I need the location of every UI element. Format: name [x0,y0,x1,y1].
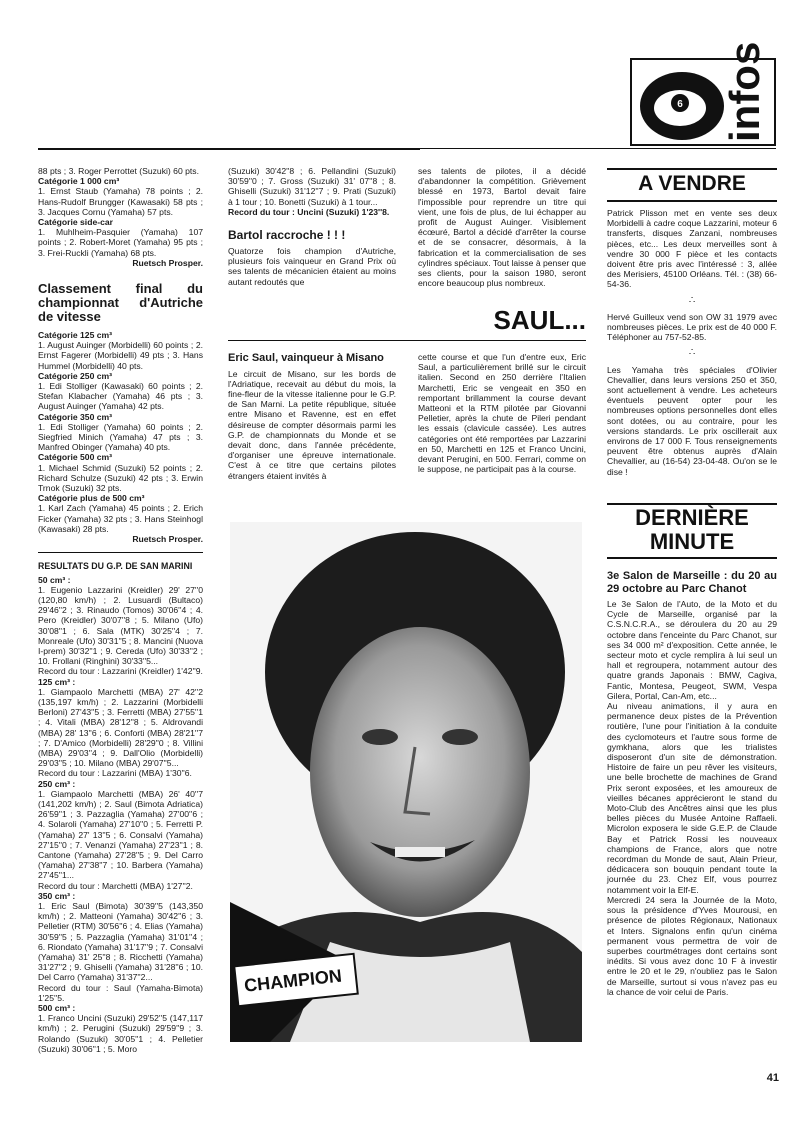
cplus-title: Catégorie plus de 500 cm³ [38,493,145,504]
r50-record: Record du tour : Lazzarini (Kreidler) 1'42''9. [38,666,203,677]
column-3 [418,166,586,288]
champion-patch-label: CHAMPION [243,965,343,996]
saul-article-left [228,352,396,481]
r125-record: Record du tour : Lazzarini (MBA) 1'30''6. [38,768,192,779]
r50-text: 1. Eugenio Lazzarini (Kreidler) 29' 27''0 (120,80 km/h) ; 2. Lusuardi (Bultaco) 29'46''2 ; 3. Rinaudo (Tomos) 30'06''4 ; 4. Pero (Kreidler) 30'07''8 ; 5. Milano (Ufo) 30'08''1 ; 6. Sala (MTK) 30'25''4 ; 7. Monreale (Ufo) 30'31''5 ; 8. Mancini (Nuova I-prem) 30'32''1 ; 9. Cereda (Ufo) 30'33''2 ; 10. Frollani (Ringhini) 30'33''5... [38,584,203,667]
signature-2: Ruetsch Prosper. [132,534,203,545]
saul-heading: Eric Saul, vainqueur à Misano [228,352,384,364]
saul-banner: SAUL... [228,302,586,338]
c350-title: Catégorie 350 cm³ [38,411,113,422]
cplus-text: 1. Karl Zach (Yamaha) 45 points ; 2. Erich Ficker (Yamaha) 32 pts ; 3. Hans Steinhogl (Kawasaki) 28 pts. [38,503,203,534]
c250-title: Catégorie 250 cm³ [38,370,113,381]
catside-text: 1. Muhlheim-Pasquier (Yamaha) 107 points ; 2. Robert-Moret (Yamaha) 95 pts ; 3. Frei-Ruckli (Yamaha) 68 pts. [38,227,203,258]
salon-p1: Le 3e Salon de l'Auto, de la Moto et du Cycle de Marseille, organisé par la C.S.N.C.R.A., se déroulera du 20 au 29 octobre dans l'enceinte du Parc Chanot, sur ses 34 000 m² d'exposition. Cette année, le secteur moto et cycle remplira à lui seul un hall et regroupera, notamment autour des quatre grands Japonais : BMW, Cagiva, Fantic, Montesa, Peugeot, SWM, Vespa Gilera, Portal, Can-Am, etc... [607,599,777,701]
r250-text: 1. Giampaolo Marchetti (MBA) 26' 40''7 (141,202 km/h) ; 2. Saul (Bimota Adriatica) 26'59''1 ; 3. Pazzaglia (Yamaha) 27'00''6 ; 4. Solaroli (Yamaha) 27'10''0 ; 5. Ferretti P. (Yamaha) 27' 13''5 ; 6. Consalvi (Yamaha) 27'15''0 ; 7. Venanzi (Yamaha) 27'23''1 ; 8. Cantone (Yamaha) 27'28''5 ; 9. Del Carro (Yamaha) 27'38''7 ; 10. Barbera (Yamaha) 27'45''1... [38,788,203,881]
separator-2: ∴ [688,347,696,359]
c125-title: Catégorie 125 cm³ [38,330,113,341]
saul-article-right [418,352,586,474]
r125-title: 125 cm³ : [38,676,76,687]
r50-title: 50 cm³ : [38,574,71,585]
c250-text: 1. Edi Stolliger (Kawasaki) 60 points ; 2. Stefan Klabacher (Yamaha) 46 pts ; 3. August Auinger (Yamaha) 42 pts. [38,381,203,412]
saul-banner-bar [228,302,586,338]
c500-text: 1. Michael Schmid (Suzuki) 52 points ; 2. Richard Schulze (Suzuki) 42 pts ; 3. Erwin Trnok (Suzuki) 32 pts. [38,462,203,494]
r500-text: 1. Franco Uncini (Suzuki) 29'52''5 (147,117 km/h) ; 2. Perugini (Suzuki) 29'59''9 ; 3. Rolando (Suzuki) 30'05''1 ; 4. Pelletier (Suzuki) 30'06''1 ; 5. Moro [38,1013,203,1054]
c125-text: 1. August Auinger (Morbidelli) 60 points ; 2. Ernst Fagerer (Morbidelli) 49 pts ; 3. Hans Hummel (Morbidelli) 40 pts. [38,340,203,371]
page-number: 41 [766,1072,779,1084]
intro-text: 88 pts ; 3. Roger Perrottet (Suzuki) 60 pts. [38,166,199,176]
bartol-heading: Bartol raccroche ! ! ! [228,228,346,243]
r500-title: 500 cm³ : [38,1003,76,1014]
salon-heading: 3e Salon de Marseille : du 20 au 29 octobre au Parc Chanot [607,570,777,595]
col1-divider [38,552,203,553]
col3-text: ses talents de pilotes, il a décidé d'abandonner la compétition. Grièvement blessé en 1973, Bartol devait faire l'impossible pour reprendre un titre qui vient, une fois de plus, de lui échapper au profit de August Auinger. Visiblement écœuré, Bartol a décidé d'arrêter la course et de se consacrer, désormais, à la fabrication et la commercialisation de ses cylindres spéciaux. Tout laisse à penser que ses clients, pour la saison 1980, seront encore beaucoup plus nombreux. [418,166,586,289]
saul-rule [228,340,586,341]
cat1000-text: 1. Ernst Staub (Yamaha) 78 points ; 2. Hans-Rudolf Brungger (Kawasaki) 58 pts ; 3. Jacques Cornu (Yamaha) 57 pts. [38,186,203,217]
top-rule-left [38,148,420,150]
col2-text: (Suzuki) 30'42''8 ; 6. Pellandini (Suzuki) 30'59''0 ; 7. Gross (Suzuki) 31' 07''8 ; 8. Ghiselli (Suzuki) 31'12''7 ; 9. Prati (Suzuki) à 1 tour ; 10. Bonetti (Suzuki) à 1 tour... [228,166,396,207]
infos-logo [630,41,776,146]
column-1 [38,166,203,1054]
signature-1: Ruetsch Prosper. [132,257,203,268]
col2-record: Record du tour : Uncini (Suzuki) 1'23''8. [228,206,390,217]
r350-text: 1. Eric Saul (Bimota) 30'39''5 (143,350 km/h) ; 2. Matteoni (Yamaha) 30'42''6 ; 3. Pelletier (RTM) 30'56''6 ; 4. Elias (Yamaha) 30'59''5 ; 5. Pazzaglia (Yamaha) 31'01''4 ; 6. Riondato (Yamaha) 31'17''9 ; 7. Consalvi (Yamaha) 31' 25''8 ; 8. Ricchetti (Yamaha) 31'27''2 ; 9. Ghiselli (Yamaha) 31'28''6 ; 10. Del Carro (Yamaha) 31'37''2... [38,901,203,983]
svg-text:6: 6 [677,99,683,110]
vendre-column [607,208,777,477]
c500-title: Catégorie 500 cm³ [38,452,113,463]
salon-p2: Au niveau animations, il y aura en permanence deux pistes de la Prévention routière, l'une pour l'initiation à la conduite des cyclomoteurs et l'autre sous forme de gymkhana, alors que les trialistes disposeront d'un site de démonstration. Histoire de faire un peu rêver les visiteurs, une belle brochette de machines de Grand Prix seront exposées, et les amoureux de vieilles bécanes apprécieront le stand du Moto-Club des Ancêtres ainsi que les plus belles pièces du Musée Antoine Raffaeli. Microlon exposera le side G.E.P. de Claude Bay et Patrick Rossi les nouveaux champions de France, alors que notre recordman du Monde de saut, Alain Prieur, dédicacera son bouquin pendant toute la journée du 23. Chez Elf, vous pourrez notamment voir la Elf-E. [607,701,777,895]
catside-title: Catégorie side-car [38,217,113,228]
vendre-p3: Les Yamaha très spéciales d'Olivier Chevallier, dans leurs versions 250 et 350, sont actuellement à vendre. Les acheteurs éventuels peuvent opter pour les nombreuses options personnelles dont elles sont dotées, ou au contraire, pour les versions standards. Le prix oscillerait aux environs de 17 000 F. Tous renseignements peuvent être obtenus auprès d'Alain Chevallier, au (16-54) 23-04-48. Ou'on se le dise ! [607,364,777,477]
top-rule-right [420,148,776,149]
results-heading: RESULTATS DU G.P. DE SAN MARINI [38,561,193,572]
derniere-banner-line1: DERNIÈRE [635,505,749,530]
r350-record: Record du tour : Saul (Yamaha-Bimota) 1'25''5. [38,982,203,1003]
eric-saul-photo [230,522,582,1042]
column-2 [228,166,396,287]
r350-title: 350 cm³ : [38,890,76,901]
cat1000-title: Catégorie 1 000 cm³ [38,176,120,187]
r250-title: 250 cm³ : [38,778,76,789]
separator-1: ∴ [688,294,696,306]
derniere-column [607,570,777,997]
vendre-p2: Hervé Guilleux vend son OW 31 1979 avec nombreuses pièces. Le prix est de 40 000 F. Téléphoner au 757-52-85. [607,311,777,343]
r125-text: 1. Giampaolo Marchetti (MBA) 27' 42''2 (135,197 km/h) ; 2. Lazzarini (Morbidelli Berloni) 27'43''5 ; 3. Ferretti (MBA) 27'55''1 ; 4. Vitali (MBA) 28'12''8 ; 5. Aldrovandi (MBA) 28' 13''6 ; 6. Conforti (MBA) 28'21''7 ; 7. D'Amico (Morbidelli) 28'29''0 ; 8. Villini (MBA) 29'03''4 ; 9. Dall'Olio (Morbidelli) 29'03''5 ; 10. Milano (MBA) 29'07''5... [38,686,203,769]
austria-heading: Classement final du championnat d'Autriche de vitesse [38,281,203,325]
bartol-text: Quatorze fois champion d'Autriche, plusieurs fois vainqueur en Grand Prix où ses talents de mécanicien étaient au moins autant redoutés que [228,246,396,287]
c350-text: 1. Edi Stolliger (Yamaha) 60 points ; 2. Siegfried Minich (Yamaha) 47 pts ; 3. Manfred Obinger (Yamaha) 40 pts. [38,421,203,453]
vendre-p1: Patrick Plisson met en vente ses deux Morbidelli à cadre coque Lazzarini, moteur 6 transferts, disques Zanzani, nombreuses pièces, etc... Les deux merveilles sont à vendre 30 000 F pièce et les contacts doivent être pris avec l'intéressé : 3, allée des Merisiers, 45100 Orléans. Tél. : (38) 66-54-36. [607,208,777,290]
salon-p3: Mercredi 24 sera la Journée de la Moto, sous la présidence d'Yves Mourousi, en présence de pilotes Régionaux, Nationaux et Inters. Signalons enfin qu'un cinéma permanent vous permettra de voir de superbes courtmétrages dont certains sont inédits. Si vous avez donc 10 F à investir entre le 20 et le 29, n'oubliez pas le Salon de Marseille, surtout si vous n'avez pas eu la chance de voir celui de Paris. [607,894,777,997]
logo-text: infos [721,41,768,142]
vendre-banner: A VENDRE [638,172,746,195]
derniere-banner-line2: MINUTE [649,529,735,554]
saul-text-left: Le circuit de Misano, sur les bords de l'Adriatique, recevait au début du mois, la fine-fleur de la vitesse italienne pour le G.P. de San Marni. La petite république, située entre Misano et Ravenne, est en effet désireuse de compter désormais parmi les G.P. de championnats du Monde et se devait donc, dans l'année précédente, d'organiser une épreuve internationale. C'est à ce titre que certains pilotes étrangers étaient invités à [228,368,396,481]
r250-record: Record du tour : Marchetti (MBA) 1'27''2. [38,880,193,891]
saul-text-right: cette course et que l'un d'entre eux, Eric Saul, a particulièrement brillé sur le circuit italien. Second en 250 derrière l'Italien Marchetti, Eric se vengeait en 350 en remportant brillamment la course devant Matteoni et la RTM pilotée par Giovanni Pelletier, après la chute de Pileri pendant les essais (clavicule cassée). Les autres catégories ont été remportées par Lazzarini en 50, Marchetti en 125 et Franco Uncini, devant Perugini, en 500. Ferrari, comme on le suppose, ne participait pas à la course. [418,352,586,475]
